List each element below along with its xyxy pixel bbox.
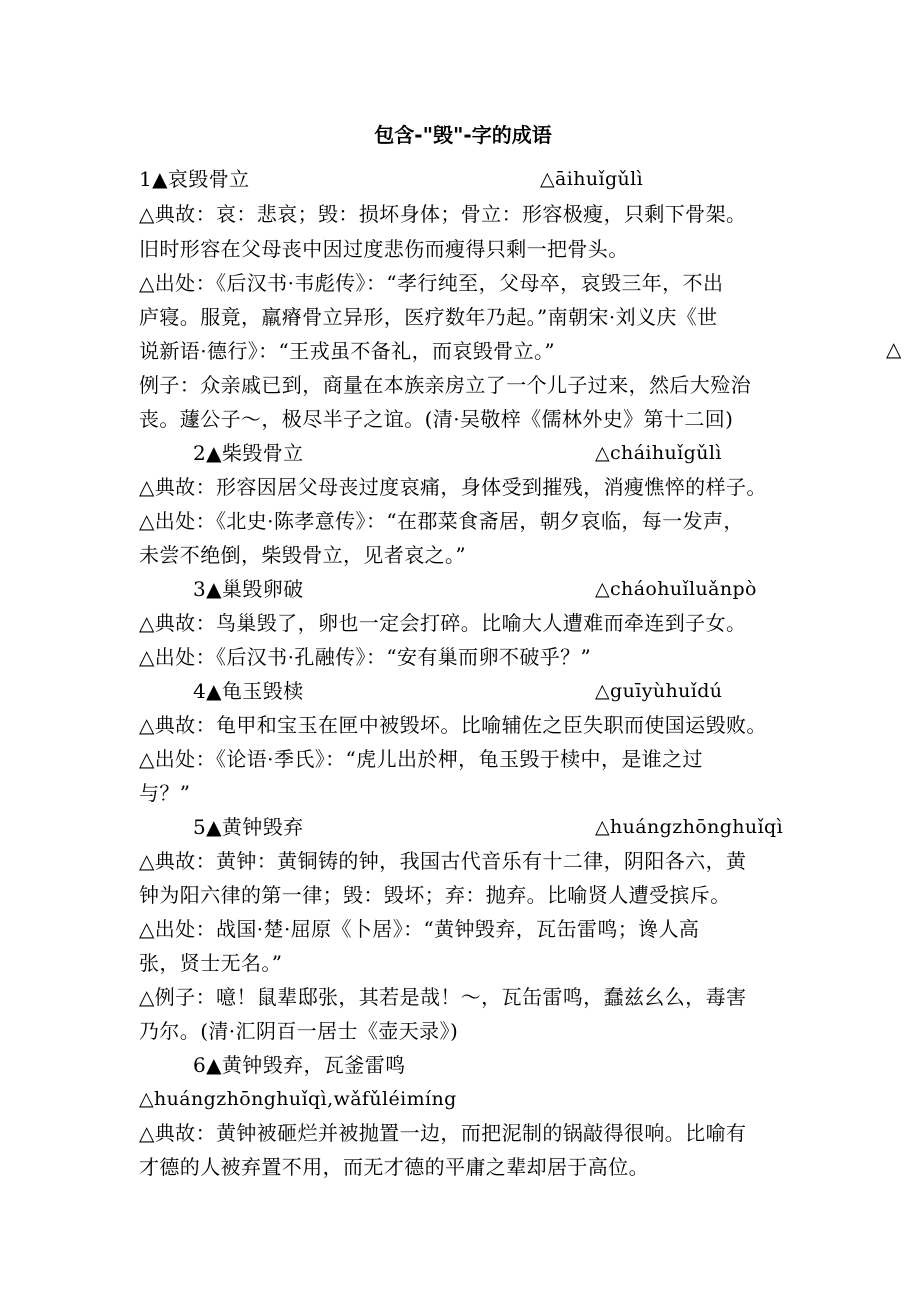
page-title: 包含-"毁"-字的成语	[374, 123, 552, 147]
entry-5-line: △出处：战国·楚·屈原《卜居》：“黄钟毁弃，瓦缶雷鸣；谗人高	[139, 917, 700, 941]
entry-5-line: △典故：黄钟：黄铜铸的钟，我国古代音乐有十二律，阴阳各六，黄	[139, 849, 747, 873]
entry-4-line: 与？”	[139, 781, 191, 805]
entry-5-pinyin: △huángzhōnghuǐqì	[595, 816, 784, 838]
entry-6-pinyin: △huángzhōnghuǐqì,wǎfǔléimíng	[139, 1088, 457, 1110]
entry-4-head: 4▲龟玉毁椟	[193, 679, 304, 703]
entry-3-line: △典故：鸟巢毁了，卵也一定会打碎。比喻大人遭难而牵连到子女。	[139, 611, 747, 635]
entry-1-line: 例子：众亲戚已到，商量在本族亲房立了一个儿子过来，然后大殓治	[139, 373, 751, 397]
entry-1-line: 丧。蘧公子～，极尽半子之谊。(清·吴敬梓《儒林外史》第十二回)	[139, 407, 734, 431]
entry-1-head: 1▲哀毁骨立	[139, 167, 250, 191]
entry-6-line: 才德的人被弃置不用，而无才德的平庸之辈却居于高位。	[139, 1155, 649, 1179]
entry-1-pinyin: △āihuǐgǔlì	[540, 168, 644, 190]
entry-2-head: 2▲柴毁骨立	[193, 441, 304, 465]
entry-2-pinyin: △cháihuǐgǔlì	[595, 442, 722, 464]
entry-2-line: 未尝不绝倒，柴毁骨立，见者哀之。”	[139, 543, 467, 567]
entry-2-line: △出处：《北史·陈孝意传》：“在郡菜食斋居，朝夕哀临，每一发声，	[139, 509, 744, 533]
entry-3-line: △出处：《后汉书·孔融传》：“安有巢而卵不破乎？”	[139, 645, 592, 669]
entry-3-head: 3▲巢毁卵破	[193, 577, 304, 601]
margin-triangle-mark: △	[886, 337, 902, 361]
entry-3-pinyin: △cháohuǐluǎnpò	[595, 578, 757, 600]
entry-4-pinyin: △guīyùhuǐdú	[595, 680, 723, 702]
entry-2-line: △典故：形容因居父母丧过度哀痛，身体受到摧残，消瘦憔悴的样子。	[139, 475, 767, 499]
entry-5-line: 张，贤士无名。”	[139, 951, 283, 975]
entry-6-head: 6▲黄钟毁弃，瓦釜雷鸣	[193, 1053, 406, 1077]
entry-5-line: 乃尔。(清·汇阴百一居士《壶天录》)	[139, 1019, 459, 1043]
entry-4-line: △典故：龟甲和宝玉在匣中被毁坏。比喻辅佐之臣失职而使国运毁败。	[139, 713, 767, 737]
entry-5-line: 钟为阳六律的第一律；毁：毁坏；弃：抛弃。比喻贤人遭受摈斥。	[139, 883, 731, 907]
entry-5-line: △例子：噫！鼠辈邸张，其若是哉！～，瓦缶雷鸣，蠢兹幺么，毒害	[139, 985, 747, 1009]
entry-1-line: △出处：《后汉书·韦彪传》：“孝行纯至，父母卒，哀毁三年，不出	[139, 271, 724, 295]
entry-4-line: △出处：《论语·季氏》：“虎儿出於柙，龟玉毁于椟中，是谁之过	[139, 747, 703, 771]
entry-5-head: 5▲黄钟毁弃	[193, 815, 304, 839]
entry-6-line: △典故：黄钟被砸烂并被抛置一边，而把泥制的锅敲得很响。比喻有	[139, 1121, 747, 1145]
entry-1-line: 说新语·德行》：“王戎虽不备礼，而哀毁骨立。”	[139, 339, 556, 363]
entry-1-line: △典故：哀：悲哀；毁：损坏身体；骨立：形容极瘦，只剩下骨架。	[139, 202, 747, 226]
entry-1-line: 旧时形容在父母丧中因过度悲伤而瘦得只剩一把骨头。	[139, 237, 629, 261]
entry-1-line: 庐寝。服竟，羸瘠骨立异形，医疗数年乃起。”南朝宋·刘义庆《世	[139, 305, 718, 329]
